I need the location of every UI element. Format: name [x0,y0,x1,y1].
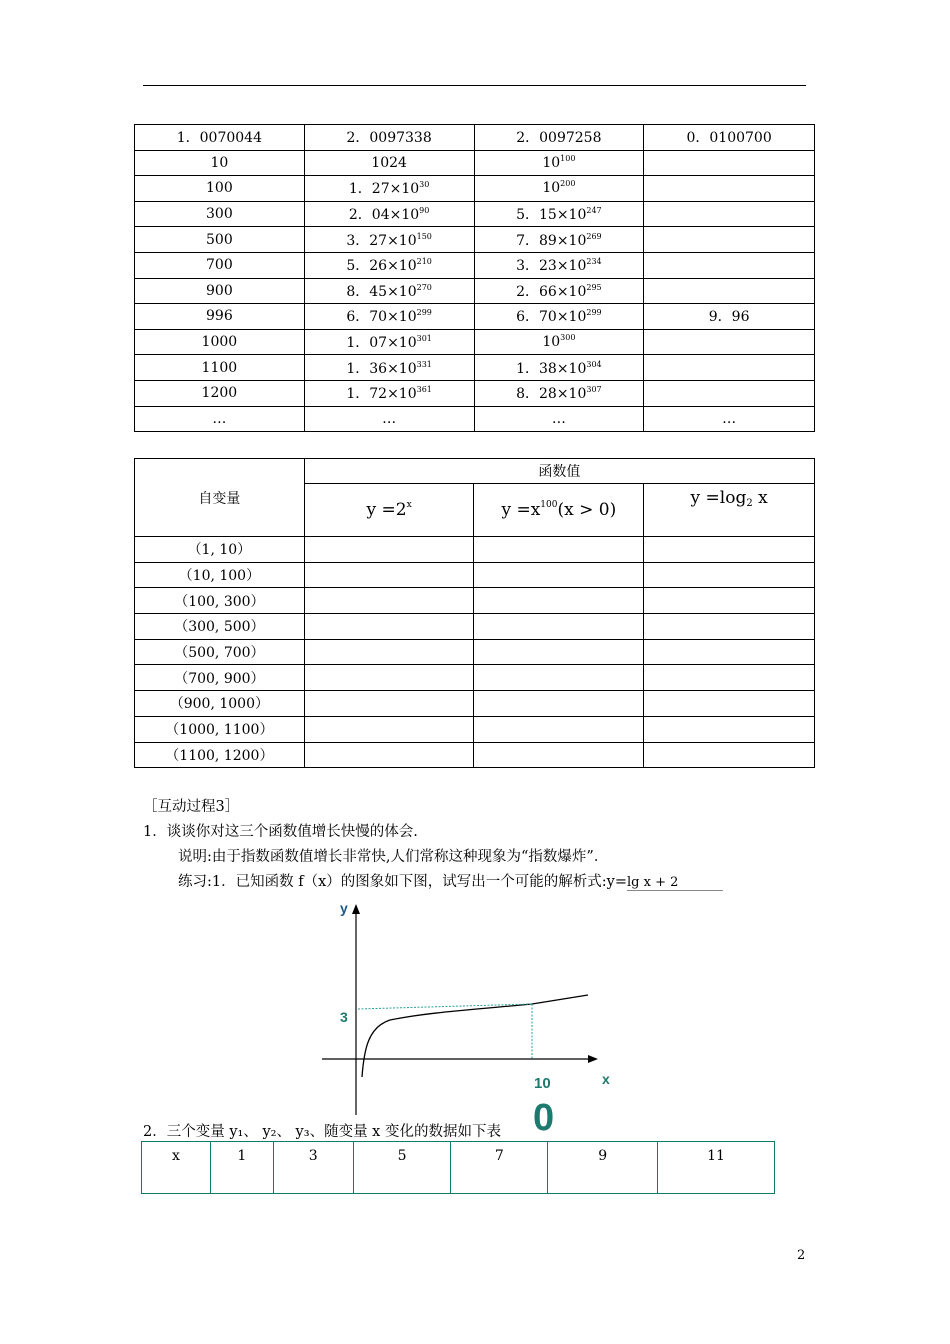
table-row [135,304,815,330]
empty-cell [304,742,474,768]
empty-cell [474,588,644,614]
table-row [135,278,815,304]
table-cell: 1 [210,1142,273,1194]
table-row [135,742,815,768]
table-cell: 5．$15\times 10^{247}$ [474,201,644,227]
table-cell: 8．$45\times 10^{270}$ [304,278,474,304]
table-cell [644,329,815,355]
table-cell: 2．$66\times 10^{295}$ [474,278,644,304]
empty-cell [644,742,815,768]
interval-cell: （100, 300） [135,588,305,614]
table-cell: 2．0097258 [474,125,644,151]
empty-cell [304,588,474,614]
table-cell [644,201,815,227]
empty-cell [644,588,815,614]
y-axis-label: y [340,900,348,916]
empty-cell [644,665,815,691]
empty-cell [474,716,644,742]
table-cell: 7．$89\times 10^{269}$ [474,227,644,253]
growth-table [134,458,815,768]
table-row [135,201,815,227]
data-table [141,1141,775,1194]
table-cell: $10^{300}$ [474,329,644,355]
page-number: 2 [797,1248,806,1263]
interval-cell: （1, 10） [135,537,305,563]
table-row [142,1142,775,1194]
exercise-prompt: 练习:1．已知函数 f（x）的图象如下图，试写出一个可能的解析式: [178,874,607,890]
empty-cell [474,691,644,717]
table-cell: 5．$26\times 10^{210}$ [304,252,474,278]
interval-cell: （700, 900） [135,665,305,691]
interval-cell: （10, 100） [135,562,305,588]
table-cell: 8．$28\times 10^{307}$ [474,380,644,406]
table-cell: 1．$38\times 10^{304}$ [474,355,644,381]
x-arrow-icon [588,1055,598,1063]
table-row [135,150,815,176]
empty-cell [474,562,644,588]
table-row [135,691,815,717]
function-log2: $y =\log_2$ x [644,484,815,537]
table-row [135,125,815,151]
table-cell: 1．$36\times 10^{331}$ [304,355,474,381]
table-cell: 3．$27\times 10^{150}$ [304,227,474,253]
function-graph [300,890,620,1140]
table-cell: $10^{200}$ [474,176,644,202]
table-cell: … [644,406,815,432]
empty-cell [304,639,474,665]
interval-cell: （300, 500） [135,614,305,640]
table-cell: 11 [658,1142,775,1194]
values-table [134,124,815,432]
interval-cell: （1000, 1100） [135,716,305,742]
table-row [135,380,815,406]
table-row [135,355,815,381]
empty-cell [304,537,474,563]
empty-cell [474,537,644,563]
table-cell: 5 [353,1142,451,1194]
table-cell: 3．$23\times 10^{234}$ [474,252,644,278]
table-cell [644,252,815,278]
table-cell: 6．$70\times 10^{299}$ [304,304,474,330]
question-2: 2．三个变量 y₁、 y₂、 y₃、随变量 x 变化的数据如下表 [143,1124,501,1140]
table-cell: 10 [135,150,305,176]
table-cell: … [474,406,644,432]
empty-cell [304,716,474,742]
interval-cell: （500, 700） [135,639,305,665]
table-cell [644,227,815,253]
empty-cell [304,614,474,640]
table-row [135,227,815,253]
empty-cell [304,691,474,717]
table-row [135,665,815,691]
table-cell: 2．$04\times 10^{90}$ [304,201,474,227]
y-tick-label: 3 [340,1009,348,1025]
table-row [135,329,815,355]
table-cell: 700 [135,252,305,278]
empty-cell [474,742,644,768]
table-cell [644,150,815,176]
note-text: 说明:由于指数函数值增长非常快,人们常称这种现象为“指数爆炸”． [178,849,609,865]
table-cell: 300 [135,201,305,227]
table-cell: 100 [135,176,305,202]
table-row [135,459,815,484]
x-tick-label-top: 10 [534,1075,551,1092]
variable-header: 自变量 [135,459,305,537]
interval-cell: （900, 1000） [135,691,305,717]
table-cell: 1100 [135,355,305,381]
table-cell: 0．0100700 [644,125,815,151]
table-row [135,562,815,588]
table-cell [644,176,815,202]
table-cell: 1．$72\times 10^{361}$ [304,380,474,406]
table-cell: 1．0070044 [135,125,305,151]
table-cell: 1．$07\times 10^{301}$ [304,329,474,355]
table-row [135,716,815,742]
empty-cell [644,716,815,742]
empty-cell [644,562,815,588]
table-row [135,639,815,665]
answer-prefix: y= [606,874,627,890]
table-cell: 3 [273,1142,353,1194]
empty-cell [304,562,474,588]
value-header: 函数值 [304,459,814,484]
exercise-text [178,870,723,891]
empty-cell [644,691,815,717]
header-rule [143,85,806,86]
table-row [135,406,815,432]
table-cell: 2．0097338 [304,125,474,151]
table-cell: 9 [548,1142,658,1194]
answer-blank: lg x + 2 [627,875,723,891]
table-row [135,176,815,202]
table-row [135,588,815,614]
empty-cell [474,639,644,665]
table-cell: 6．$70\times 10^{299}$ [474,304,644,330]
table-cell: 1000 [135,329,305,355]
section-heading: ［互动过程3］ [143,799,240,815]
y-arrow-icon [352,904,360,914]
table-cell: x [142,1142,211,1194]
x-tick-label-bottom: 0 [533,1097,555,1139]
empty-cell [474,665,644,691]
interval-cell: （1100, 1200） [135,742,305,768]
table-cell: 9．96 [644,304,815,330]
table-cell [644,380,815,406]
x-axis-label: x [602,1071,610,1087]
function-exp2: $y =2^x$ [304,484,474,537]
empty-cell [644,639,815,665]
table-row [135,614,815,640]
table-cell [644,278,815,304]
table-cell: 1024 [304,150,474,176]
empty-cell [304,665,474,691]
table-cell: $10^{100}$ [474,150,644,176]
table-row [135,537,815,563]
question-1: 1．谈谈你对这三个函数值增长快慢的体会. [143,824,418,840]
table-cell: 500 [135,227,305,253]
table-cell: 1．$27\times 10^{30}$ [304,176,474,202]
log-curve [362,995,588,1077]
function-x100: $y =x^{100}(x > 0)$ [474,484,644,537]
empty-cell [644,537,815,563]
table-cell: 900 [135,278,305,304]
table-row [135,252,815,278]
empty-cell [644,614,815,640]
table-cell [644,355,815,381]
table-cell: … [135,406,305,432]
empty-cell [474,614,644,640]
table-cell: 7 [451,1142,548,1194]
table-cell: … [304,406,474,432]
table-cell: 996 [135,304,305,330]
table-cell: 1200 [135,380,305,406]
